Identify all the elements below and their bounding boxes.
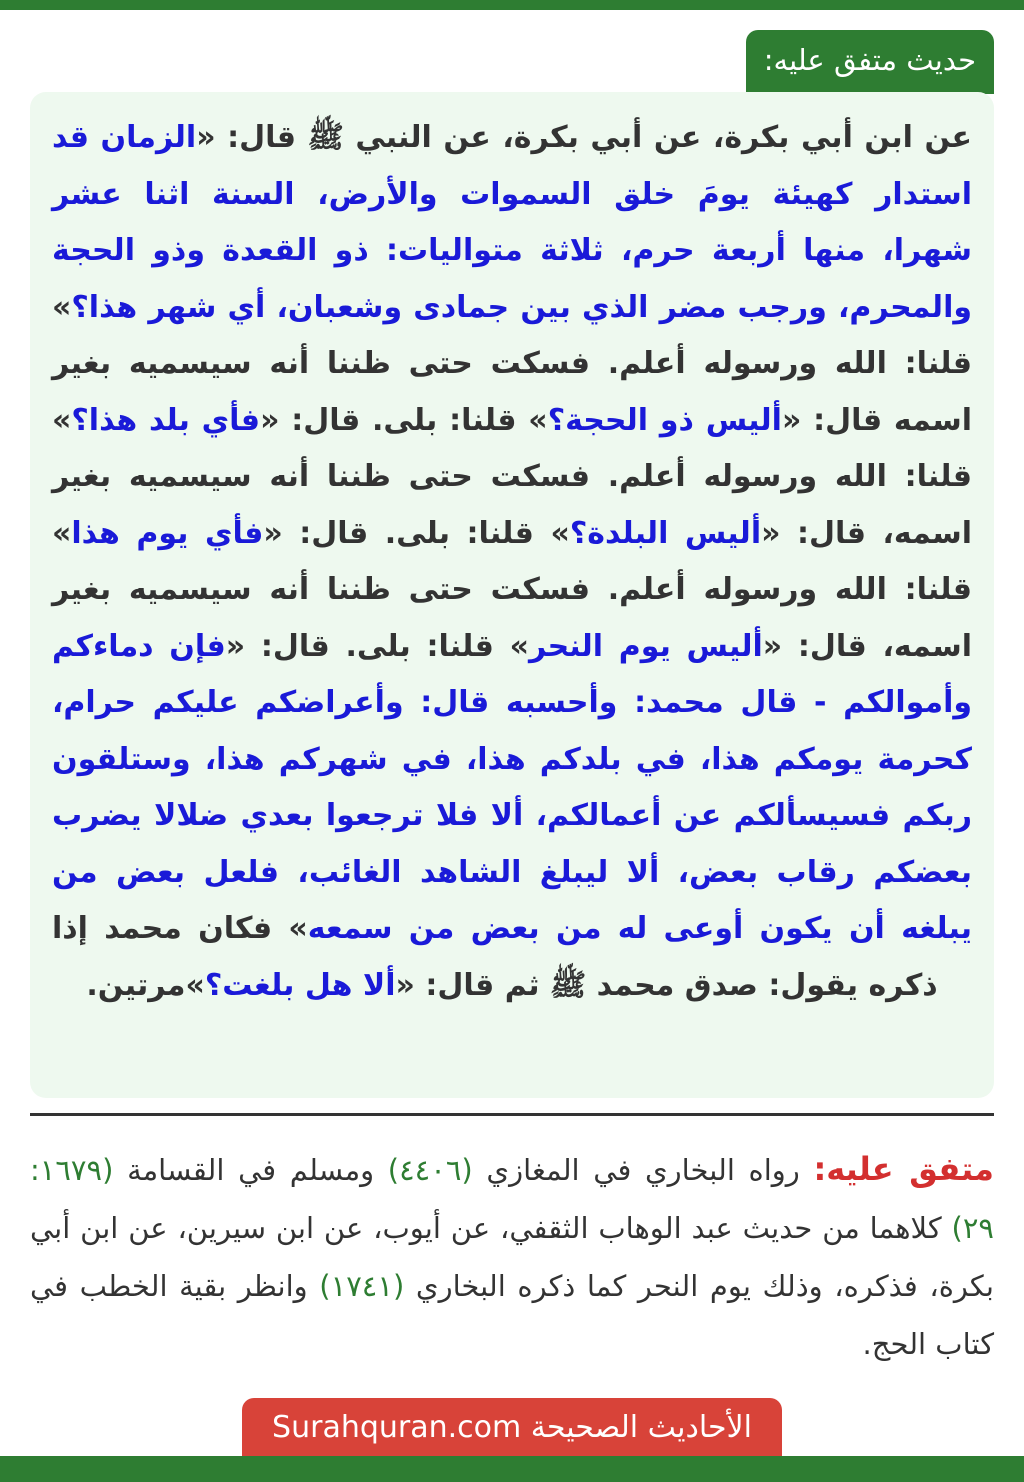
reference-number: (٤٤٠٦) xyxy=(387,1153,473,1187)
hadith-narration-segment: » قلنا: بلى. قال: « xyxy=(225,628,529,664)
hadith-quote-segment: الزمان قد استدار كهيئة يومَ خلق السموات والأرض، السنة اثنا عشر شهرا، منها أربعة حرم، ثلاثة متواليات: ذو القعدة وذو الحجة والمحرم، ورجب مضر الذي بين جمادى وشعبان، أي شهر هذا؟ xyxy=(52,120,972,325)
hadith-narration-segment: »مرتين. xyxy=(86,967,205,1003)
source-text-segment: رواه البخاري في المغازي xyxy=(472,1153,814,1187)
source-text-segment: كلاهما من حديث عبد الوهاب الثقفي، عن أيوب، عن ابن سيرين، عن ابن أبي بكرة، فذكره، وذلك يوم النحر كما ذكره البخاري xyxy=(30,1211,994,1303)
source-text-segment: وانظر بقية الخطب في كتاب الحج. xyxy=(30,1269,994,1361)
hadith-narration-segment: » فكان محمد إذا ذكره يقول: صدق محمد ﷺ ثم قال: « xyxy=(52,911,938,1003)
hadith-quote-segment: أليس البلدة؟ xyxy=(569,515,762,551)
source-label: متفق عليه: xyxy=(813,1150,994,1188)
hadith-box xyxy=(30,92,994,1098)
divider xyxy=(30,1113,994,1116)
hadith-narration-segment: » قلنا: الله ورسوله أعلم. فسكت حتى ظننا أنه سيسميه بغير اسمه، قال: « xyxy=(52,402,972,551)
header-badge: حديث متفق عليه: xyxy=(746,30,994,94)
bottom-accent-bar xyxy=(0,1456,1024,1482)
hadith-quote-segment: فأي بلد هذا؟ xyxy=(71,402,261,438)
hadith-quote-segment: فأي يوم هذا xyxy=(71,515,264,551)
hadith-narration-segment: » قلنا: بلى. قال: « xyxy=(263,515,570,551)
top-accent-bar xyxy=(0,0,1024,10)
source-text-segment: ومسلم في القسامة xyxy=(113,1153,388,1187)
hadith-narration-segment: » قلنا: بلى. قال: « xyxy=(260,402,548,438)
hadith-text xyxy=(52,110,972,1014)
hadith-quote-segment: ألا هل بلغت؟ xyxy=(204,967,396,1003)
reference-number: (١٧٤١) xyxy=(319,1269,405,1303)
hadith-quote-segment: أليس يوم النحر xyxy=(528,628,763,664)
source-text xyxy=(30,1140,994,1373)
hadith-quote-segment: فإن دماءكم وأموالكم - قال محمد: وأحسبه قال: وأعراضكم عليكم حرام، كحرمة يومكم هذا، في بلدكم هذا، في شهركم هذا، وستلقون ربكم فسيسألكم عن أعمالكم، ألا فلا ترجعوا بعدي ضلالا يضرب بعضكم رقاب بعض، ألا ليبلغ الشاهد الغائب، فلعل بعض من يبلغه أن يكون أوعى له من بعض من سمعه xyxy=(52,628,972,946)
hadith-narration-segment: » قلنا: الله ورسوله أعلم. فسكت حتى ظننا أنه سيسميه بغير اسمه، قال: « xyxy=(52,515,972,664)
footer-badge: الأحاديث الصحيحة Surahquran.com xyxy=(242,1398,782,1456)
hadith-narration-segment: » قلنا: الله ورسوله أعلم. فسكت حتى ظننا أنه سيسميه بغير اسمه قال: « xyxy=(52,289,972,438)
hadith-quote-segment: أليس ذو الحجة؟ xyxy=(547,402,782,438)
reference-number: (١٦٧٩: ٢٩) xyxy=(30,1153,994,1245)
hadith-narration-segment: عن ابن أبي بكرة، عن أبي بكرة، عن النبي ﷺ قال: « xyxy=(196,120,972,155)
